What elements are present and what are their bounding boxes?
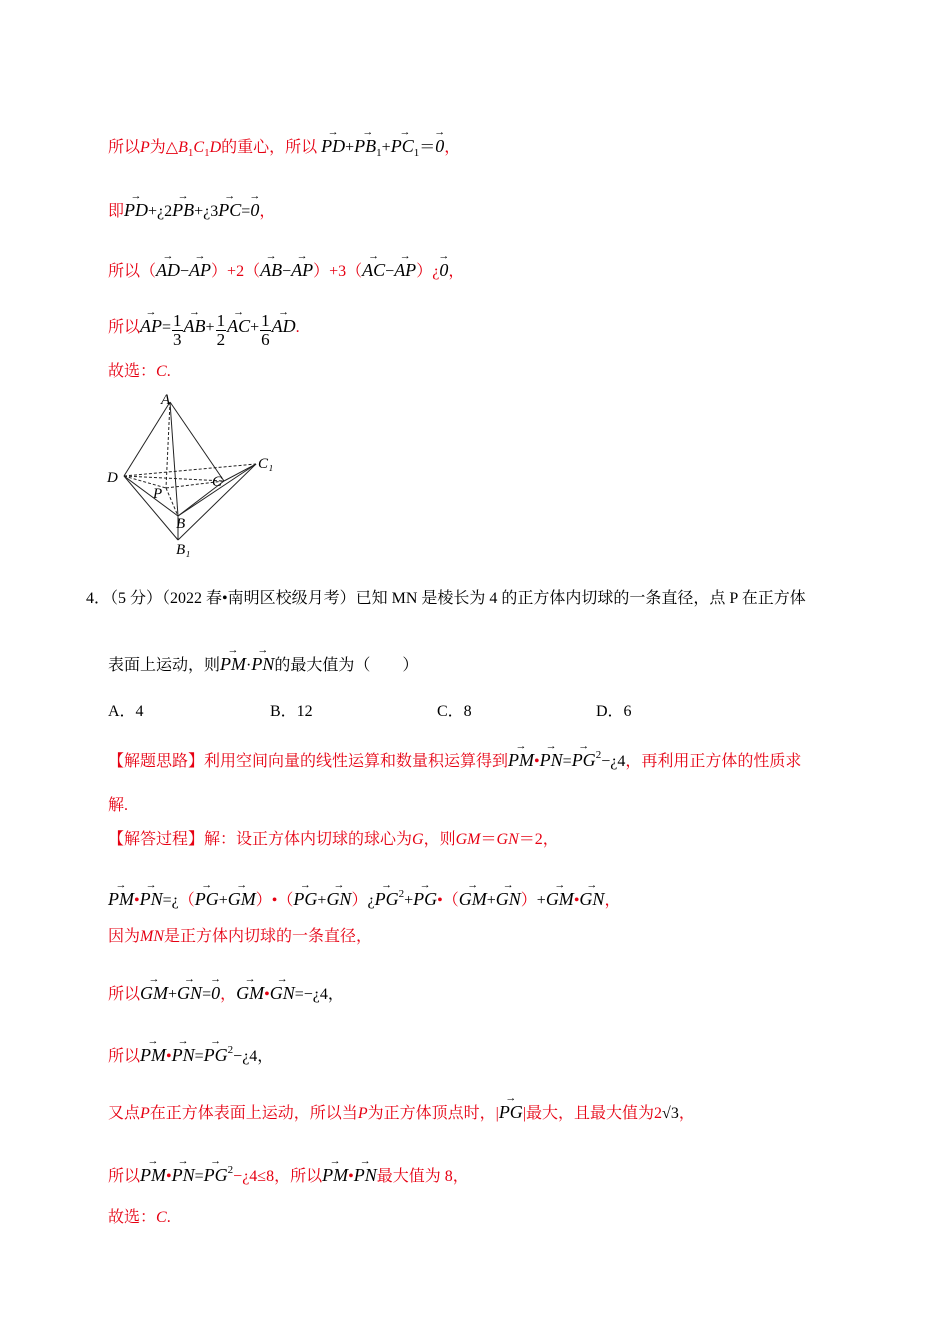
text: ＝2， [518,831,559,848]
option-a[interactable]: A．4 [108,703,144,720]
vector-ad: → AD [272,312,296,336]
numerator: 1 [173,311,182,330]
text: ） [416,263,433,280]
vector-pg: → PG [572,746,596,770]
solution-dot-product: 所以→ PM•→ $PN=\to PG^2-¿4$， [108,1040,273,1067]
label-b1: B₁ [176,542,191,558]
zero-vector: → 0 [211,979,220,1003]
vector-gm: → GM [228,885,256,909]
coef: 3 [210,203,219,220]
numerator: 1 [261,311,270,330]
text: −¿4， [233,1048,274,1065]
vector-pb: → PB [172,196,194,220]
vector-pc1 [391,132,420,163]
solution-line-centroid: 所以P为$\triangle B_1C_1D$的重心，所以 → $PD+\to PB_1+\to PC_1=\to 0$， [108,132,460,163]
vector-pm: → PM [108,885,134,909]
var-p: P [140,139,150,156]
vector-pb1 [354,132,382,163]
var-d: D [209,139,222,156]
var-b: B [178,139,188,156]
text: . [295,319,300,336]
text: . [166,1209,171,1226]
var-p: P [357,1105,368,1122]
text: ，则 [423,831,456,848]
coef: 2 [164,203,173,220]
option-d[interactable]: D．6 [596,703,632,720]
text: =−¿4， [294,986,344,1003]
solution-idea: 【解题思路】利用空间向量的线性运算和数量积运算得到→ PM•→ $PN=\to PG^2-¿4$，再利用正方体的性质求 [108,745,801,772]
var-gn: GN [496,831,519,848]
text: 所以 [108,1168,141,1185]
tag: 【解题思路】 [108,753,205,770]
answer-line-1 [108,362,171,382]
text: · [246,657,252,674]
vector-gm: → GM [236,979,264,1003]
vector-gn: → GN [579,885,604,909]
text: 是正方体内切球的一条直径， [164,928,373,945]
vector-gm: → GM [140,979,168,1003]
vector-gn: → GN [270,979,295,1003]
fraction [172,312,183,349]
solution-diameter [108,927,372,947]
text: |最大，且最大值为2 [522,1105,663,1122]
text: . [166,363,171,380]
text: 所以 [108,1048,141,1065]
fraction [216,312,227,349]
text: 在正方体表面上运动，所以当 [149,1105,358,1122]
vector-pm: → PM [508,746,534,770]
vector-pc: → PC [218,196,241,220]
numerator: 1 [216,311,226,330]
text: 所以（ [108,263,157,280]
vector-pg: → PG [293,885,317,909]
option-b[interactable]: B．12 [270,703,313,720]
text: −¿4 [601,753,626,770]
answer-letter: C [156,1209,167,1226]
subscript: 1 [204,147,210,159]
vec-label: PB [354,136,377,156]
vector-pg: → PG [204,1041,228,1065]
vector-ac: → AC [362,256,385,280]
vector-pg: → PG [375,885,399,909]
vector-pn: → PN [172,1041,195,1065]
question-4-line-1: 4．（5 分）（2022 春•南明区校级月考）已知 MN 是棱长为 4 的正方体内切球的一条直径，点 P 在正方体 [86,590,806,607]
label-a: A [161,392,171,408]
text: 为正方体顶点时，| [367,1105,499,1122]
vector-pm: → PM [322,1161,348,1185]
text: 所以 [108,986,141,1003]
vector-ap: → AP [140,312,162,336]
subscript: 1 [187,147,194,159]
zero-vector: → 0 [435,132,444,156]
text: 又点 [108,1105,141,1122]
answer-line-2 [108,1208,171,1228]
vector-ad: → AD [156,256,180,280]
option-c[interactable]: C．8 [437,703,472,720]
text: ， [448,263,465,280]
vector-ap: → AP [394,256,416,280]
vector-pn: → PN [251,650,274,674]
vector-pn: → PN [354,1161,377,1185]
label-c1: C₁ [258,456,274,472]
vector-pg: → PG [499,1098,523,1122]
answer-letter: C [156,363,167,380]
solution-line-sum: 即→ PD+¿2→ PB+¿3→ PC=→ 0， [108,196,275,222]
label-c: C [212,474,223,490]
superscript: 2 [595,749,602,761]
solution-process [108,830,559,850]
denominator: 2 [216,330,226,349]
vector-pn: → PN [540,746,563,770]
question-4-line-2 [108,650,418,676]
text: ， [259,203,276,220]
vector-ap: → AP [291,256,313,280]
vector-pn: → PN [140,885,163,909]
text: ， [678,1105,695,1122]
vector-pn: → PN [172,1161,195,1185]
vector-gm: → GM [459,885,487,909]
vector-pd: → PD [124,196,148,220]
text: 故选： [108,1209,157,1226]
vector-gn: → GN [496,885,521,909]
superscript: 2 [227,1164,234,1176]
text: 所以 [108,319,141,336]
vector-pg: → PG [204,1161,228,1185]
solution-max-pg [108,1098,695,1124]
sqrt: √3 [662,1105,679,1122]
label-d: D [107,470,118,486]
text: −¿4≤8，所以 [233,1168,323,1185]
denominator: 6 [261,330,270,349]
denominator: 3 [173,330,182,349]
pyramid-figure [100,390,290,560]
vector-gn: → GN [326,885,351,909]
solution-line-result: 所以→ AP= $\frac{1}{3}$ → AB+ $\frac{1}{2}$ → AC+ $\frac{1}{6}$ → AD. [108,312,300,349]
text: ， [444,139,461,156]
var-mn: MN [140,928,165,945]
superscript: 2 [227,1044,234,1056]
text: 最大值为 8， [376,1168,469,1185]
text: 解：设正方体内切球的球心为 [204,831,413,848]
text: ）+2（ [211,263,261,280]
solution-expansion: → PM•→ PN=¿（→ PG+→ GM）•（→ PG+→ GN）¿→ $PG^2+\to$ PG•（→ GM+→ GN）+→ GM•→ GN， [108,884,620,911]
vector-ap: → AP [189,256,211,280]
text: 为△ [149,139,179,156]
text: 的重心，所以 [221,139,318,156]
text: ＝ [480,831,497,848]
vector-pm: → PM [140,1041,166,1065]
solution-line-expand: 所以（→ AD−→ AP）+2（→ AB−→ AP）+3（→ AC−→ AP）¿→ 0， [108,256,464,282]
text: 的最大值为（ ） [274,657,419,674]
solution-idea-end: 解. [108,797,129,814]
var-gm: GM [455,831,481,848]
superscript: 2 [398,888,405,900]
vector-pg: → PG [413,885,437,909]
fraction [260,312,271,349]
vec-label: PC [390,136,414,156]
text: ，再利用正方体的性质求 [625,753,802,770]
label-p: P [153,486,163,502]
text: 所以 [108,139,141,156]
vector-ac: → AC [227,312,250,336]
text: 因为 [108,928,141,945]
text: 即 [108,203,125,220]
vector-ab: → AB [260,256,282,280]
vector-pg: → PG [195,885,219,909]
text: 表面上运动，则 [108,657,221,674]
vector-pm: → PM [220,650,246,674]
text: ）+3（ [313,263,363,280]
var-p: P [140,1105,150,1122]
label-b: B [176,516,186,532]
text: 故选： [108,363,157,380]
var-g: G [412,831,424,848]
vector-pm: → PM [140,1161,166,1185]
vector-gn: → GN [177,979,202,1003]
subscript: 1 [376,147,382,159]
vector-gm: → GM [546,885,574,909]
vector-ab: → AB [184,312,206,336]
solution-sum-zero: 所以→ GM+→ GN=→ 0，→ GM•→ GN=−¿4， [108,979,344,1005]
zero-vector: → 0 [250,196,259,220]
tag: 【解答过程】 [108,831,205,848]
var-c: C [193,139,205,156]
solution-conclusion: 所以→ PM•→ $PN=\to PG^2-¿4\le 8$，所以→ PM•→ PN最大值为 8， [108,1160,469,1187]
text: 利用空间向量的线性运算和数量积运算得到 [204,753,509,770]
vector-pd: → PD [321,132,345,156]
zero-vector: → 0 [439,256,448,280]
subscript: 1 [413,147,420,159]
